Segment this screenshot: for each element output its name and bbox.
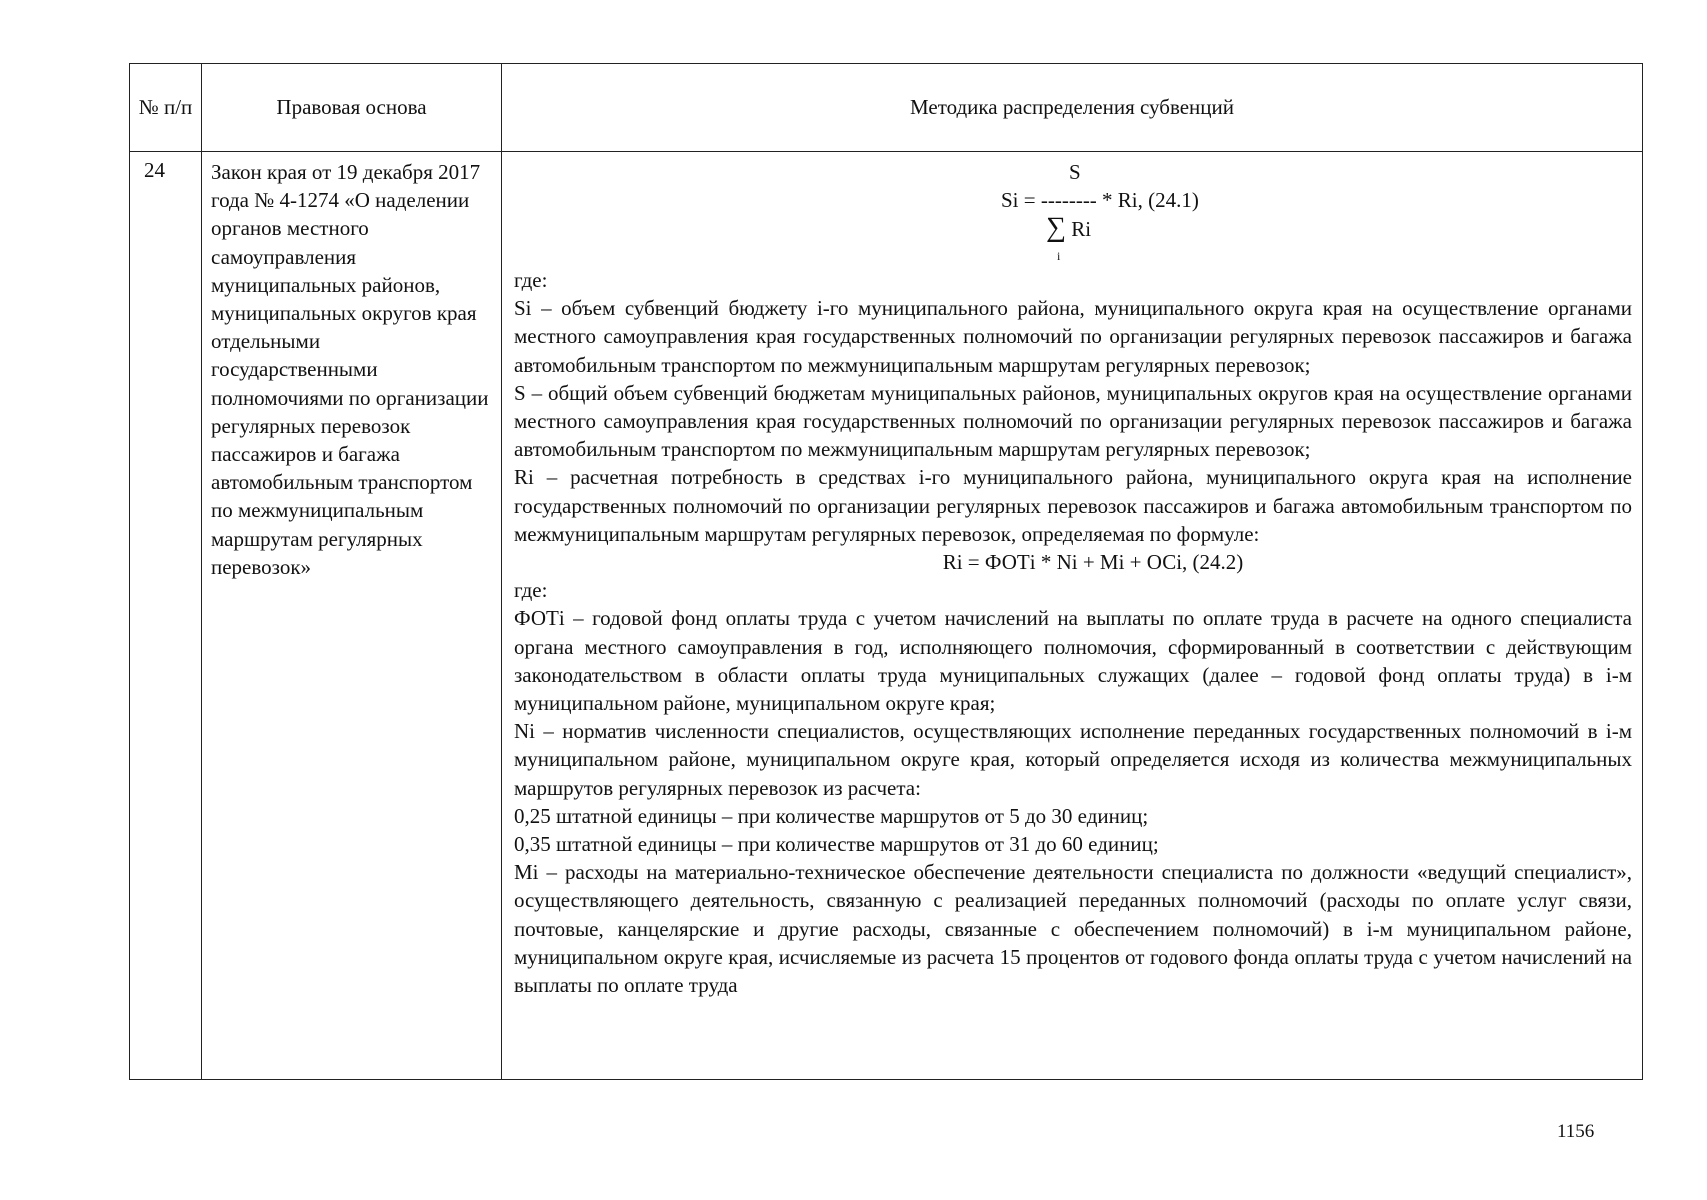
definition-si: Si – объем субвенций бюджету i-го муниципального района, муниципального округа края на осуществление органами местного самоуправления края государственных полномочий по организации регулярных перевозок пассажиров и багажа автомобильным транспортом по межмуниципальным маршрутам регулярных перевозок; xyxy=(514,296,1632,377)
definition-ni: Ni – норматив численности специалистов, осуществляющих исполнение переданных государственных полномочий в i-м муниципальном районе, муниципальном округе края, который определяется исходя из количества межмуниципальных маршрутов регулярных перевозок из расчета: xyxy=(514,719,1632,800)
row-number: 24 xyxy=(130,152,202,1080)
norm-item-1: 0,25 штатной единицы – при количестве маршрутов от 5 до 30 единиц; xyxy=(514,803,1149,828)
where-label-2: где: xyxy=(514,578,548,603)
definition-fot: ФОТi – годовой фонд оплаты труда с учетом начислений на выплаты по оплате труда в расчете на одного специалиста органа местного самоуправления в год, исполняющего полномочия, сформированный в соответствии с действующим законодательством в области оплаты труда муниципальных служащих (далее – годовой фонд оплаты труда) в i-м муниципальном районе, муниципальном округе края; xyxy=(514,606,1632,716)
legal-basis-cell: Закон края от 19 декабря 2017 года № 4-1274 «О наделении органов местного самоуправления муниципальных районов, муниципальных округов края отдельными государственными полномочиями по организации регулярных перевозок пассажиров и багажа автомобильным транспортом по межмуниципальным маршрутам регулярных перевозок» xyxy=(202,152,502,1080)
header-legal-basis: Правовая основа xyxy=(202,64,502,152)
definition-ri: Ri – расчетная потребность в средствах i-го муниципального района, муниципального округа края на исполнение государственных полномочий по организации регулярных перевозок пассажиров и багажа автомобильным транспортом по межмуниципальным маршрутам регулярных перевозок, определяемая по формуле: xyxy=(514,465,1632,546)
header-num: № п/п xyxy=(130,64,202,152)
formula-numerator: S xyxy=(1069,160,1081,184)
formula-main-line: Si = -------- * Ri, (24.1) xyxy=(1001,188,1199,212)
definition-mi: Mi – расходы на материально-техническое обеспечение деятельности специалиста по должности «ведущий специалист», осуществляющего деятельность, связанную с реализацией переданных полномочий (расходы по оплате услуг связи, почтовые, канцелярские и другие расходы, связанные с обеспечением полномочий) в i-м муниципальном районе, муниципальном округе края, исчисляемые из расчета 15 процентов от годового фонда оплаты труда с учетом начислений на выплаты по оплате труда xyxy=(514,860,1632,998)
table-header-row xyxy=(130,64,1643,152)
formula-24-2: Ri = ФОТi * Ni + Mi + ОСi, (24.2) xyxy=(942,550,1244,575)
formula-sum-subscript: i xyxy=(1057,249,1061,263)
norm-item-2: 0,35 штатной единицы – при количестве маршрутов от 31 до 60 единиц; xyxy=(514,832,1159,857)
method-cell xyxy=(502,152,1643,1080)
formula-denominator xyxy=(1046,214,1091,243)
sigma-symbol: ∑ xyxy=(1046,212,1066,243)
formula-denominator-ri: Ri xyxy=(1071,217,1092,241)
header-method: Методика распределения субвенций xyxy=(502,64,1643,152)
formula-24-1 xyxy=(514,158,1632,266)
subvention-table xyxy=(129,63,1643,1080)
definition-s: S – общий объем субвенций бюджетам муниципальных районов, муниципальных округов края на осуществление органами местного самоуправления края государственных полномочий по организации регулярных перевозок пассажиров и багажа автомобильным транспортом по межмуниципальным маршрутам регулярных перевозок; xyxy=(514,380,1632,462)
table-row xyxy=(130,152,1643,1080)
page-number: 1156 xyxy=(1557,1121,1595,1142)
where-label: где: xyxy=(514,268,548,292)
